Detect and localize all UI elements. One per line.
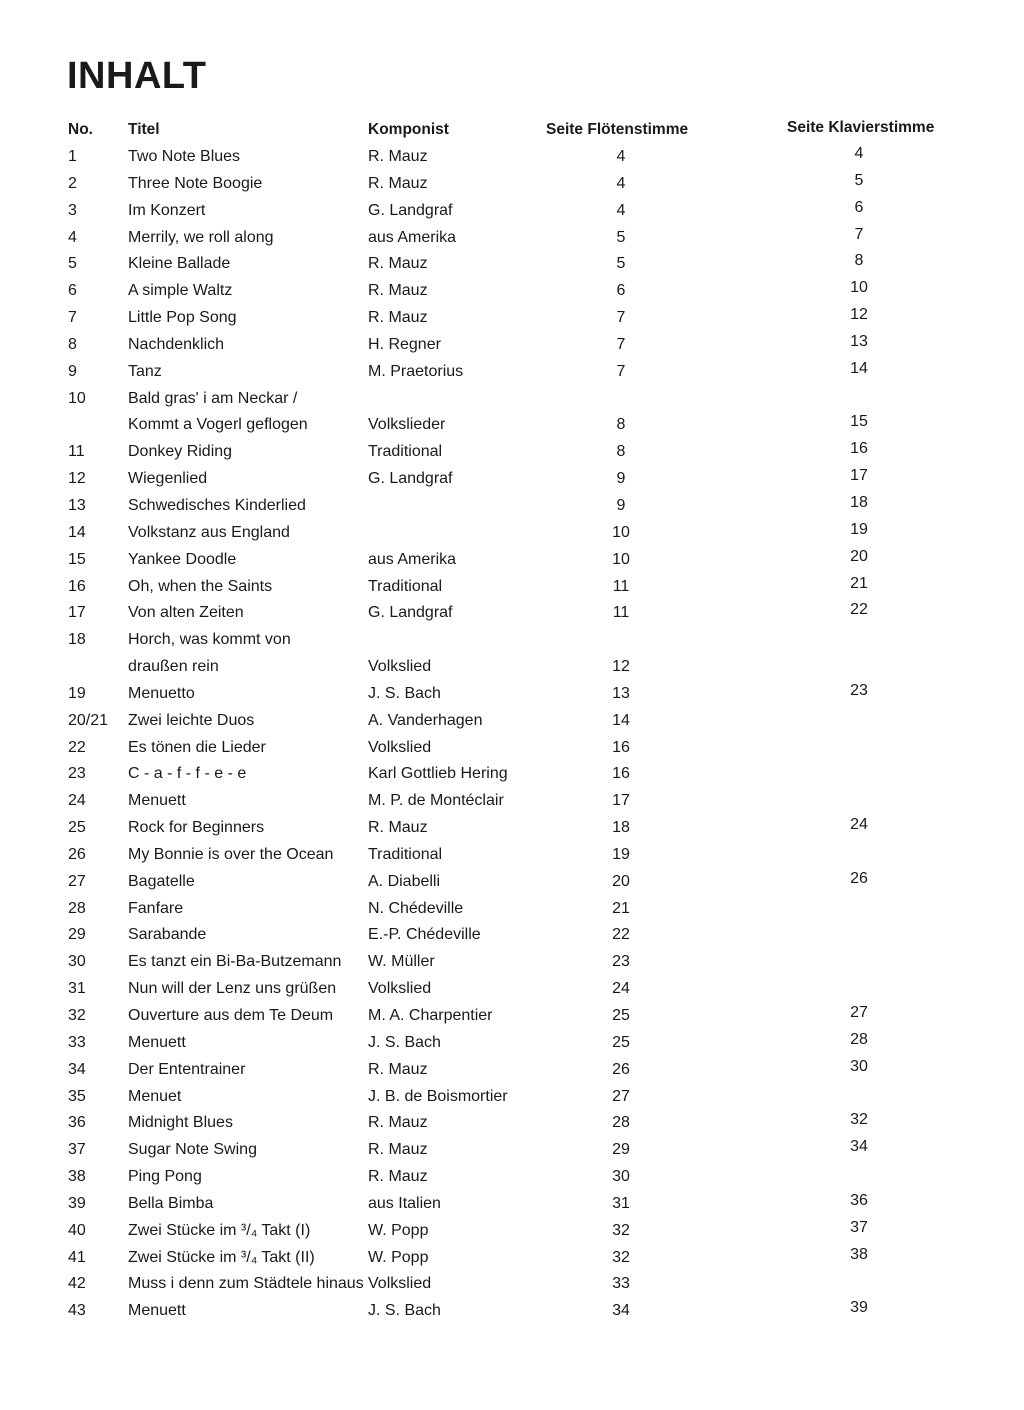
- header-piano-page: Seite Klavierstimme: [787, 119, 935, 136]
- row-number: 15: [68, 550, 86, 568]
- row-flute-page: 4: [616, 174, 626, 192]
- table-row: [0, 439, 1024, 466]
- row-flute-page: 4: [616, 201, 626, 219]
- row-composer: A. Diabelli: [368, 872, 441, 890]
- table-row: [0, 681, 1024, 708]
- row-flute-page: 21: [612, 899, 630, 917]
- row-piano-page: 21: [850, 574, 868, 592]
- row-piano-page: 22: [850, 601, 868, 619]
- row-composer: W. Popp: [368, 1248, 429, 1266]
- row-piano-page: 4: [854, 145, 864, 162]
- table-row: [0, 251, 1024, 278]
- row-composer: W. Popp: [368, 1221, 429, 1239]
- row-composer: R. Mauz: [368, 819, 428, 837]
- table-row: [0, 976, 1024, 1003]
- row-title: Bella Bimba: [128, 1194, 214, 1212]
- row-piano-page: 24: [850, 816, 868, 834]
- row-flute-page: 10: [612, 523, 630, 541]
- table-row: [0, 949, 1024, 976]
- row-number: 11: [68, 443, 85, 461]
- row-number: 28: [68, 899, 86, 917]
- row-piano-page: 5: [854, 171, 864, 189]
- row-title: Bald gras' i am Neckar /: [128, 389, 298, 407]
- row-flute-page: 8: [616, 443, 626, 461]
- row-piano-page: 17: [850, 467, 868, 485]
- row-flute-page: 5: [616, 255, 626, 273]
- table-row: [0, 359, 1024, 386]
- table-row: [0, 654, 1024, 681]
- header-flute-page: Seite Flötenstimme: [546, 121, 689, 138]
- table-row: [0, 735, 1024, 762]
- row-number: 36: [68, 1114, 86, 1132]
- header-no: No.: [68, 121, 93, 138]
- row-number: 38: [68, 1168, 86, 1186]
- row-flute-page: 25: [612, 1007, 630, 1024]
- row-flute-page: 6: [616, 282, 626, 300]
- row-number: 23: [68, 765, 86, 783]
- table-row: [0, 278, 1024, 305]
- row-composer: J. S. Bach: [368, 1302, 441, 1320]
- row-number: 24: [68, 792, 86, 810]
- table-row: [0, 600, 1024, 627]
- row-piano-page: 26: [850, 869, 868, 887]
- table-row: [0, 842, 1024, 869]
- table-row: [0, 520, 1024, 547]
- row-number: 13: [68, 496, 86, 514]
- row-title: My Bonnie is over the Ocean: [128, 845, 334, 863]
- row-title: Sarabande: [128, 926, 207, 944]
- row-composer: E.-P. Chédeville: [368, 926, 481, 944]
- table-row: [0, 305, 1024, 332]
- table-row: [0, 386, 1024, 413]
- row-title: Im Konzert: [128, 201, 206, 219]
- row-title: Fanfare: [128, 899, 184, 917]
- row-composer: G. Landgraf: [368, 604, 453, 622]
- row-flute-page: 25: [612, 1033, 630, 1051]
- row-title: Bagatelle: [128, 872, 195, 890]
- table-row: [0, 1057, 1024, 1084]
- row-piano-page: 15: [850, 413, 868, 431]
- row-number: 2: [68, 174, 77, 192]
- table-row: [0, 1110, 1024, 1137]
- row-composer: A. Vanderhagen: [368, 711, 483, 729]
- row-title: Der Ententrainer: [128, 1060, 246, 1078]
- row-composer: W. Müller: [368, 953, 435, 971]
- row-number: 9: [68, 362, 77, 380]
- row-title: Menuett: [128, 792, 186, 810]
- row-title: Zwei leichte Duos: [128, 711, 255, 729]
- row-title: Nachdenklich: [128, 335, 225, 353]
- row-title: Midnight Blues: [128, 1114, 233, 1132]
- row-flute-page: 28: [612, 1114, 630, 1132]
- row-flute-page: 22: [612, 926, 630, 944]
- row-flute-page: 8: [616, 416, 626, 434]
- row-flute-page: 26: [612, 1060, 630, 1078]
- table-row: [0, 412, 1024, 439]
- row-piano-page: 32: [850, 1111, 868, 1129]
- row-composer: Traditional: [368, 443, 443, 461]
- row-piano-page: 12: [850, 306, 868, 324]
- row-number: 16: [68, 577, 86, 595]
- row-flute-page: 7: [616, 362, 626, 380]
- row-title: Es tönen die Lieder: [128, 738, 266, 756]
- row-piano-page: 23: [850, 681, 868, 699]
- row-number: 40: [68, 1221, 86, 1239]
- row-composer: R. Mauz: [368, 1141, 428, 1159]
- row-flute-page: 12: [612, 658, 630, 676]
- row-title: Donkey Riding: [128, 443, 233, 461]
- row-flute-page: 23: [612, 953, 630, 971]
- row-piano-page: 28: [850, 1030, 868, 1048]
- row-composer: aus Amerika: [368, 228, 457, 246]
- row-composer: R. Mauz: [368, 255, 428, 273]
- table-row: [0, 1003, 1024, 1030]
- row-flute-page: 16: [612, 738, 630, 756]
- row-number: 12: [68, 470, 86, 488]
- row-title: Volkstanz aus England: [128, 523, 290, 541]
- row-piano-page: 20: [850, 547, 868, 565]
- table-row: [0, 788, 1024, 815]
- row-number: 33: [68, 1033, 86, 1051]
- table-row: [0, 1084, 1024, 1111]
- header-composer: Komponist: [368, 121, 449, 138]
- row-title: Zwei Stücke im ³/₄ Takt (II): [128, 1248, 315, 1266]
- table-row: [0, 574, 1024, 601]
- row-flute-page: 24: [612, 980, 630, 998]
- row-composer: R. Mauz: [368, 174, 428, 192]
- row-number: 8: [68, 335, 77, 353]
- row-flute-page: 14: [612, 711, 630, 729]
- row-number: 10: [68, 389, 86, 407]
- row-flute-page: 33: [612, 1275, 630, 1293]
- table-row: [0, 1191, 1024, 1218]
- row-flute-page: 18: [612, 819, 630, 837]
- row-flute-page: 10: [612, 550, 630, 568]
- row-composer: G. Landgraf: [368, 470, 453, 488]
- row-flute-page: 20: [612, 872, 630, 890]
- row-composer: M. P. de Montéclair: [368, 792, 504, 810]
- row-title: Ping Pong: [128, 1168, 202, 1186]
- row-title: Wiegenlied: [128, 470, 208, 488]
- row-title: Zwei Stücke im ³/₄ Takt (I): [128, 1221, 311, 1239]
- row-title: Little Pop Song: [128, 309, 237, 327]
- table-row: [0, 1164, 1024, 1191]
- row-number: 14: [68, 523, 86, 541]
- row-piano-page: 8: [854, 252, 864, 270]
- row-composer: Volkslied: [368, 738, 432, 756]
- row-title: Two Note Blues: [128, 148, 241, 165]
- row-title: Kommt a Vogerl geflogen: [128, 416, 308, 434]
- table-row: [0, 144, 1024, 171]
- row-title: Von alten Zeiten: [128, 604, 244, 622]
- row-title: Ouverture aus dem Te Deum: [128, 1007, 334, 1024]
- row-title: draußen rein: [128, 658, 219, 676]
- row-composer: R. Mauz: [368, 282, 428, 300]
- row-number: 4: [68, 228, 77, 246]
- row-piano-page: 16: [850, 440, 868, 458]
- table-row: [0, 198, 1024, 225]
- table-row: [0, 896, 1024, 923]
- row-title: Yankee Doodle: [128, 550, 237, 568]
- row-piano-page: 34: [850, 1138, 868, 1156]
- table-row: [0, 1271, 1024, 1298]
- row-composer: J. B. de Boismortier: [368, 1087, 508, 1105]
- table-row: [0, 1245, 1024, 1272]
- row-flute-page: 31: [612, 1194, 630, 1212]
- row-number: 26: [68, 845, 86, 863]
- table-row: [0, 708, 1024, 735]
- row-piano-page: 13: [850, 332, 868, 350]
- row-number: 37: [68, 1141, 86, 1159]
- row-number: 20/21: [68, 711, 109, 729]
- row-title: Menuet: [128, 1087, 182, 1105]
- row-flute-page: 34: [612, 1302, 630, 1320]
- row-title: C - a - f - f - e - e: [128, 765, 247, 783]
- table-row: [0, 466, 1024, 493]
- row-number: 18: [68, 631, 86, 649]
- row-title: Muss i denn zum Städtele hinaus: [128, 1275, 364, 1293]
- row-composer: Traditional: [368, 845, 443, 863]
- row-title: Es tanzt ein Bi-Ba-Butzemann: [128, 953, 342, 971]
- row-flute-page: 11: [612, 577, 630, 595]
- row-flute-page: 7: [616, 309, 626, 327]
- row-title: Schwedisches Kinderlied: [128, 496, 306, 514]
- row-number: 7: [68, 309, 77, 327]
- row-title: Horch, was kommt von: [128, 631, 291, 649]
- row-piano-page: 7: [854, 225, 864, 243]
- header-title: Titel: [128, 121, 160, 138]
- row-number: 27: [68, 872, 86, 890]
- row-title: Merrily, we roll along: [128, 228, 274, 246]
- row-piano-page: 14: [850, 359, 868, 377]
- row-number: 35: [68, 1087, 86, 1105]
- row-flute-page: 19: [612, 845, 630, 863]
- row-flute-page: 11: [612, 604, 630, 622]
- row-flute-page: 7: [616, 335, 626, 353]
- table-row: [0, 1298, 1024, 1325]
- row-piano-page: 30: [850, 1057, 868, 1075]
- row-title: A simple Waltz: [128, 282, 233, 300]
- row-flute-page: 13: [612, 684, 630, 702]
- row-flute-page: 4: [616, 148, 626, 165]
- row-composer: R. Mauz: [368, 1168, 428, 1186]
- row-composer: Volkslied: [368, 1275, 432, 1293]
- row-composer: M. A. Charpentier: [368, 1007, 493, 1024]
- row-title: Three Note Boogie: [128, 174, 263, 192]
- table-row: [0, 1218, 1024, 1245]
- table-row: [0, 815, 1024, 842]
- row-composer: R. Mauz: [368, 148, 428, 165]
- row-composer: Volkslieder: [368, 416, 446, 434]
- row-flute-page: 27: [612, 1087, 630, 1105]
- row-number: 43: [68, 1302, 86, 1320]
- table-row: [0, 1137, 1024, 1164]
- row-title: Rock for Beginners: [128, 819, 265, 837]
- table-row: [0, 761, 1024, 788]
- row-composer: H. Regner: [368, 335, 441, 353]
- row-number: 25: [68, 819, 86, 837]
- table-row: [0, 171, 1024, 198]
- row-number: 5: [68, 255, 77, 273]
- row-flute-page: 30: [612, 1168, 630, 1186]
- row-piano-page: 27: [850, 1004, 868, 1021]
- row-title: Menuetto: [128, 684, 195, 702]
- row-number: 17: [68, 604, 86, 622]
- row-piano-page: 36: [850, 1191, 868, 1209]
- row-title: Menuett: [128, 1302, 186, 1320]
- row-composer: J. S. Bach: [368, 1033, 441, 1051]
- row-composer: R. Mauz: [368, 309, 428, 327]
- row-composer: R. Mauz: [368, 1060, 428, 1078]
- table-header: [0, 117, 1024, 143]
- table-row: [0, 332, 1024, 359]
- row-flute-page: 5: [616, 228, 626, 246]
- table-row: [0, 547, 1024, 574]
- row-composer: Volkslied: [368, 658, 432, 676]
- table-row: [0, 493, 1024, 520]
- table-row: [0, 922, 1024, 949]
- row-number: 29: [68, 926, 86, 944]
- page-title: INHALT: [67, 55, 207, 97]
- row-title: Oh, when the Saints: [128, 577, 273, 595]
- row-title: Nun will der Lenz uns grüßen: [128, 980, 337, 998]
- row-number: 32: [68, 1007, 86, 1024]
- row-flute-page: 9: [616, 470, 626, 488]
- row-number: 41: [68, 1248, 86, 1266]
- row-number: 19: [68, 684, 86, 702]
- row-composer: Volkslied: [368, 980, 432, 998]
- row-piano-page: 10: [850, 279, 868, 297]
- row-flute-page: 9: [616, 496, 626, 514]
- row-number: 6: [68, 282, 77, 300]
- row-piano-page: 6: [854, 198, 864, 216]
- row-flute-page: 32: [612, 1248, 630, 1266]
- row-composer: M. Praetorius: [368, 362, 464, 380]
- row-composer: R. Mauz: [368, 1114, 428, 1132]
- row-composer: Traditional: [368, 577, 443, 595]
- row-title: Sugar Note Swing: [128, 1141, 257, 1159]
- row-composer: aus Italien: [368, 1194, 441, 1212]
- row-flute-page: 16: [612, 765, 630, 783]
- table-row: [0, 869, 1024, 896]
- table-row: [0, 1030, 1024, 1057]
- row-piano-page: 38: [850, 1245, 868, 1263]
- row-number: 22: [68, 738, 86, 756]
- row-piano-page: 37: [850, 1218, 868, 1236]
- row-title: Tanz: [128, 362, 162, 380]
- row-title: Kleine Ballade: [128, 255, 231, 273]
- row-number: 39: [68, 1194, 86, 1212]
- row-number: 1: [68, 148, 77, 165]
- row-piano-page: 39: [850, 1299, 868, 1317]
- row-composer: G. Landgraf: [368, 201, 453, 219]
- row-composer: aus Amerika: [368, 550, 457, 568]
- row-number: 3: [68, 201, 77, 219]
- row-flute-page: 17: [612, 792, 630, 810]
- table-body: [0, 144, 1024, 1325]
- row-composer: J. S. Bach: [368, 684, 441, 702]
- row-piano-page: 19: [850, 520, 868, 538]
- table-row: [0, 627, 1024, 654]
- row-number: 31: [68, 980, 86, 998]
- row-flute-page: 32: [612, 1221, 630, 1239]
- row-flute-page: 29: [612, 1141, 630, 1159]
- row-title: Menuett: [128, 1033, 186, 1051]
- row-number: 42: [68, 1275, 86, 1293]
- row-number: 34: [68, 1060, 86, 1078]
- row-number: 30: [68, 953, 86, 971]
- row-composer: N. Chédeville: [368, 899, 464, 917]
- table-row: [0, 225, 1024, 252]
- row-piano-page: 18: [850, 493, 868, 511]
- row-composer: Karl Gottlieb Hering: [368, 765, 508, 783]
